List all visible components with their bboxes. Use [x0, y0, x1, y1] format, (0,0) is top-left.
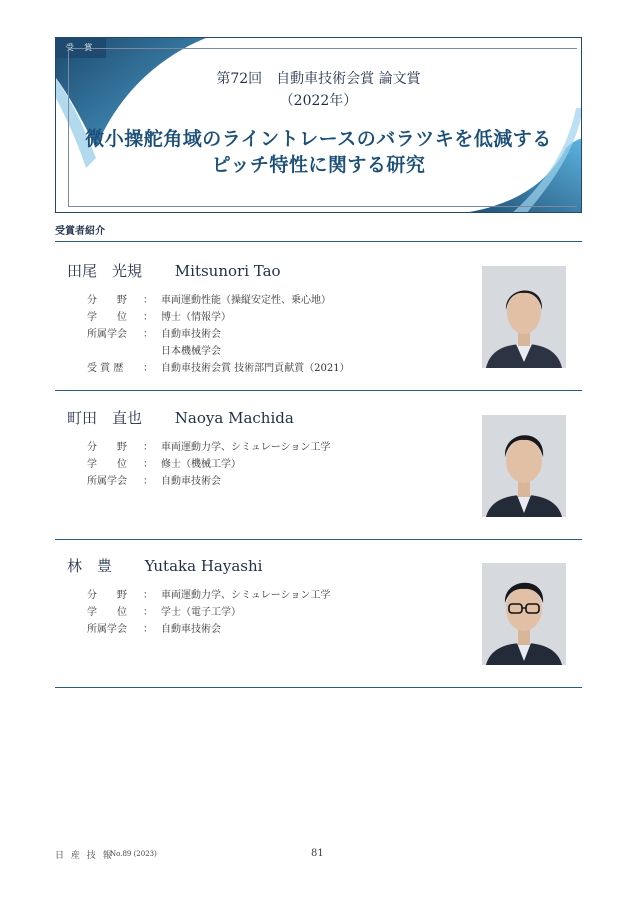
- award-year: （2022年）: [279, 93, 358, 109]
- info-label: 所属学会: [87, 329, 127, 340]
- section-label: 受賞者紹介: [55, 226, 105, 237]
- info-row: [87, 473, 330, 490]
- info-row: [87, 326, 350, 343]
- info-value: 博士（情報学）: [161, 312, 231, 323]
- info-value: 学士（電子工学）: [161, 607, 241, 618]
- recipient-info: [87, 587, 330, 638]
- portrait-photo: [482, 266, 566, 368]
- info-value: 自動車技術会: [161, 476, 221, 487]
- name-english: Mitsunori Tao: [174, 262, 281, 280]
- paper-title-line2: ピッチ特性に関する研究: [211, 154, 426, 176]
- info-value: 自動車技術会賞 技術部門貢献賞（2021）: [161, 363, 350, 374]
- recipient-name: [67, 555, 262, 576]
- info-label: 学 位: [87, 312, 127, 323]
- name-japanese: 町田 直也: [67, 409, 143, 427]
- card-divider: [55, 390, 582, 391]
- name-english: Naoya Machida: [174, 409, 294, 427]
- info-label: [87, 343, 143, 360]
- award-banner: [55, 37, 582, 213]
- info-colon: ：: [143, 329, 153, 340]
- recipient-name: [67, 407, 294, 428]
- info-value: 車両運動力学、シミュレーション工学: [161, 442, 331, 453]
- info-label: 分 野: [87, 590, 127, 601]
- info-value: 自動車技術会: [161, 329, 221, 340]
- info-label: 受 賞 歴: [87, 363, 124, 374]
- recipient-card: [55, 260, 582, 385]
- info-colon: [143, 343, 161, 360]
- portrait-photo: [482, 563, 566, 665]
- info-colon: ：: [143, 442, 153, 453]
- info-label: 分 野: [87, 442, 127, 453]
- info-row: [87, 309, 350, 326]
- info-colon: ：: [143, 607, 153, 618]
- issue-number: No.89 (2023): [110, 850, 157, 858]
- info-row: [87, 587, 330, 604]
- section-rule: [55, 241, 582, 242]
- info-colon: ：: [143, 624, 153, 635]
- card-divider: [55, 539, 582, 540]
- info-row: [87, 439, 330, 456]
- recipient-name: [67, 260, 281, 281]
- info-colon: ：: [143, 295, 153, 306]
- paper-title-line1: 微小操舵角域のライントレースのバラツキを低減する: [85, 128, 552, 150]
- info-row: [87, 456, 330, 473]
- info-label: 分 野: [87, 295, 127, 306]
- page-number: 81: [311, 848, 324, 859]
- journal-name: 日 産 技 報: [55, 851, 114, 861]
- info-value: 修士（機械工学）: [161, 459, 241, 470]
- info-label: 所属学会: [87, 476, 127, 487]
- info-row: [87, 292, 350, 309]
- name-japanese: 田尾 光規: [67, 262, 143, 280]
- info-label: 学 位: [87, 607, 127, 618]
- info-label: 学 位: [87, 459, 127, 470]
- info-row: [87, 621, 330, 638]
- recipient-info: [87, 292, 350, 377]
- info-row: [87, 360, 350, 377]
- award-name: 第72回 自動車技術会賞 論文賞: [216, 71, 421, 87]
- recipient-card: [55, 407, 582, 532]
- info-colon: ：: [143, 363, 153, 374]
- info-value: 日本機械学会: [161, 346, 221, 357]
- info-colon: ：: [143, 459, 153, 470]
- card-divider: [55, 687, 582, 688]
- name-japanese: 林 豊: [67, 557, 113, 575]
- info-value: 車両運動性能（操縦安定性、乗心地）: [161, 295, 331, 306]
- info-row: [87, 343, 350, 360]
- info-colon: ：: [143, 590, 153, 601]
- name-english: Yutaka Hayashi: [144, 557, 263, 575]
- recipient-info: [87, 439, 330, 490]
- award-tag: 受 賞: [56, 38, 106, 58]
- info-label: 所属学会: [87, 624, 127, 635]
- info-row: [87, 604, 330, 621]
- recipient-card: [55, 555, 582, 680]
- info-value: 車両運動力学、シミュレーション工学: [161, 590, 331, 601]
- info-colon: ：: [143, 476, 153, 487]
- info-value: 自動車技術会: [161, 624, 221, 635]
- portrait-photo: [482, 415, 566, 517]
- info-colon: ：: [143, 312, 153, 323]
